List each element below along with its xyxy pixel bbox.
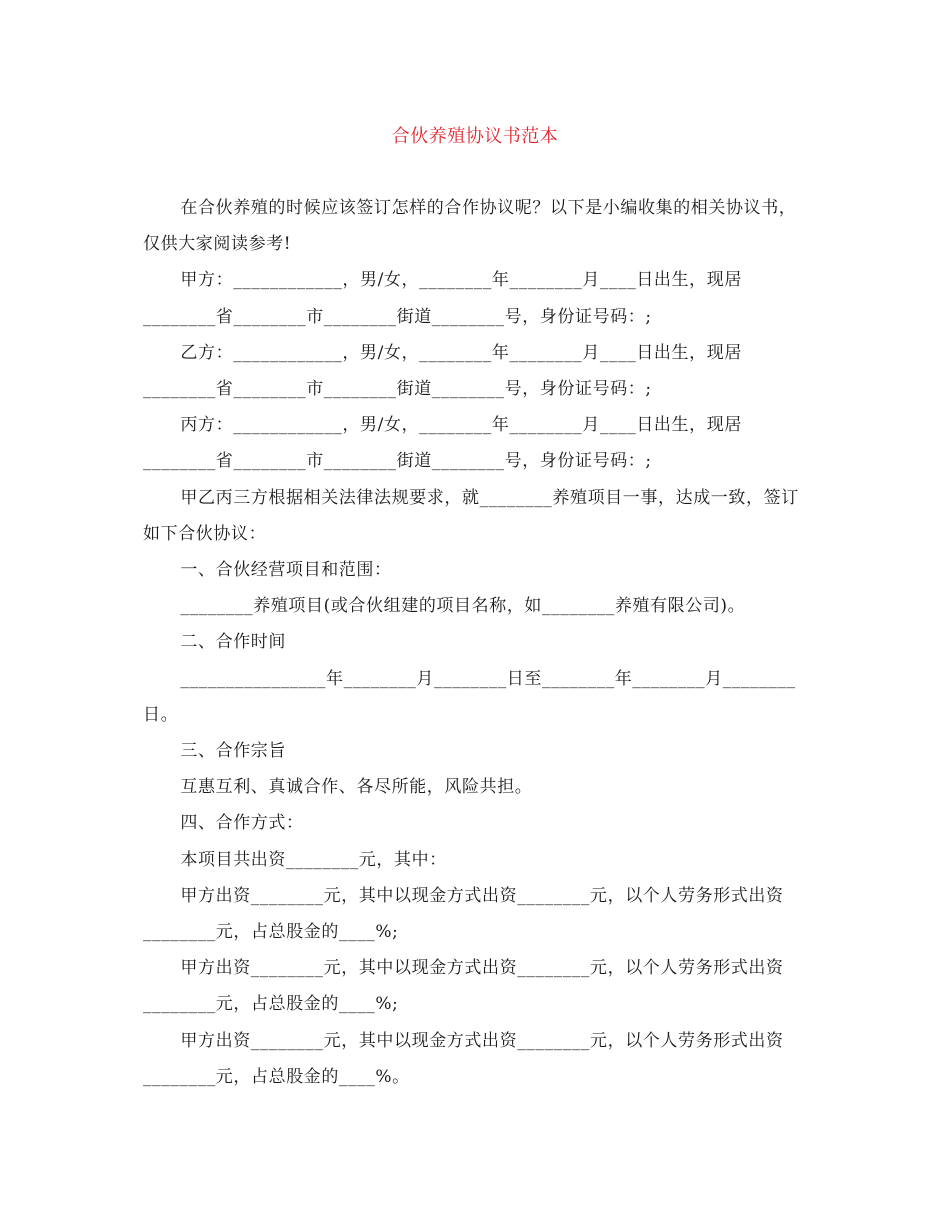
paragraph-investment-2: 甲方出资________元，其中以现金方式出资________元，以个人劳务形式出资________元，占总股金的____%; bbox=[143, 958, 784, 1015]
paragraph-party-a: 甲方：____________，男/女，________年________月____日出生，现居________省________市________街道________号，身份证号码：; bbox=[143, 270, 742, 327]
section-heading-3: 三、合作宗旨 bbox=[180, 741, 286, 762]
paragraph-agreement-basis: 甲乙丙三方根据相关法律法规要求，就________养殖项目一事，达成一致，签订如下合伙协议： bbox=[143, 487, 799, 544]
document-title: 合伙养殖协议书范本 bbox=[391, 126, 559, 147]
paragraph-intro: 在合伙养殖的时候应该签订怎样的合作协议呢？以下是小编收集的相关协议书，仅供大家阅读参考! bbox=[143, 198, 797, 255]
paragraph-investment-1: 甲方出资________元，其中以现金方式出资________元，以个人劳务形式出资________元，占总股金的____%; bbox=[143, 885, 784, 943]
paragraph-investment-3: 甲方出资________元，其中以现金方式出资________元，以个人劳务形式出资________元，占总股金的____%。 bbox=[143, 1030, 784, 1087]
paragraph-cooperation-period: ________________年________月________日至________年________月________日。 bbox=[143, 668, 796, 725]
paragraph-purpose: 互惠互利、真诚合作、各尽所能，风险共担。 bbox=[180, 777, 533, 798]
paragraph-party-b: 乙方：____________，男/女，________年________月____日出生，现居________省________市________街道________号，身份证号码：; bbox=[143, 342, 742, 400]
paragraph-total-investment: 本项目共出资________元，其中： bbox=[180, 849, 447, 870]
section-heading-4: 四、合作方式： bbox=[180, 813, 304, 834]
document-body bbox=[143, 190, 807, 1095]
section-heading-2: 二、合作时间 bbox=[180, 632, 286, 653]
section-heading-1: 一、合伙经营项目和范围： bbox=[180, 560, 392, 581]
paragraph-project-scope: ________养殖项目(或合伙组建的项目名称，如________养殖有限公司)。 bbox=[180, 596, 746, 617]
paragraph-party-c: 丙方：____________，男/女，________年________月____日出生，现居________省________市________街道________号，身份证号码：; bbox=[143, 415, 742, 472]
